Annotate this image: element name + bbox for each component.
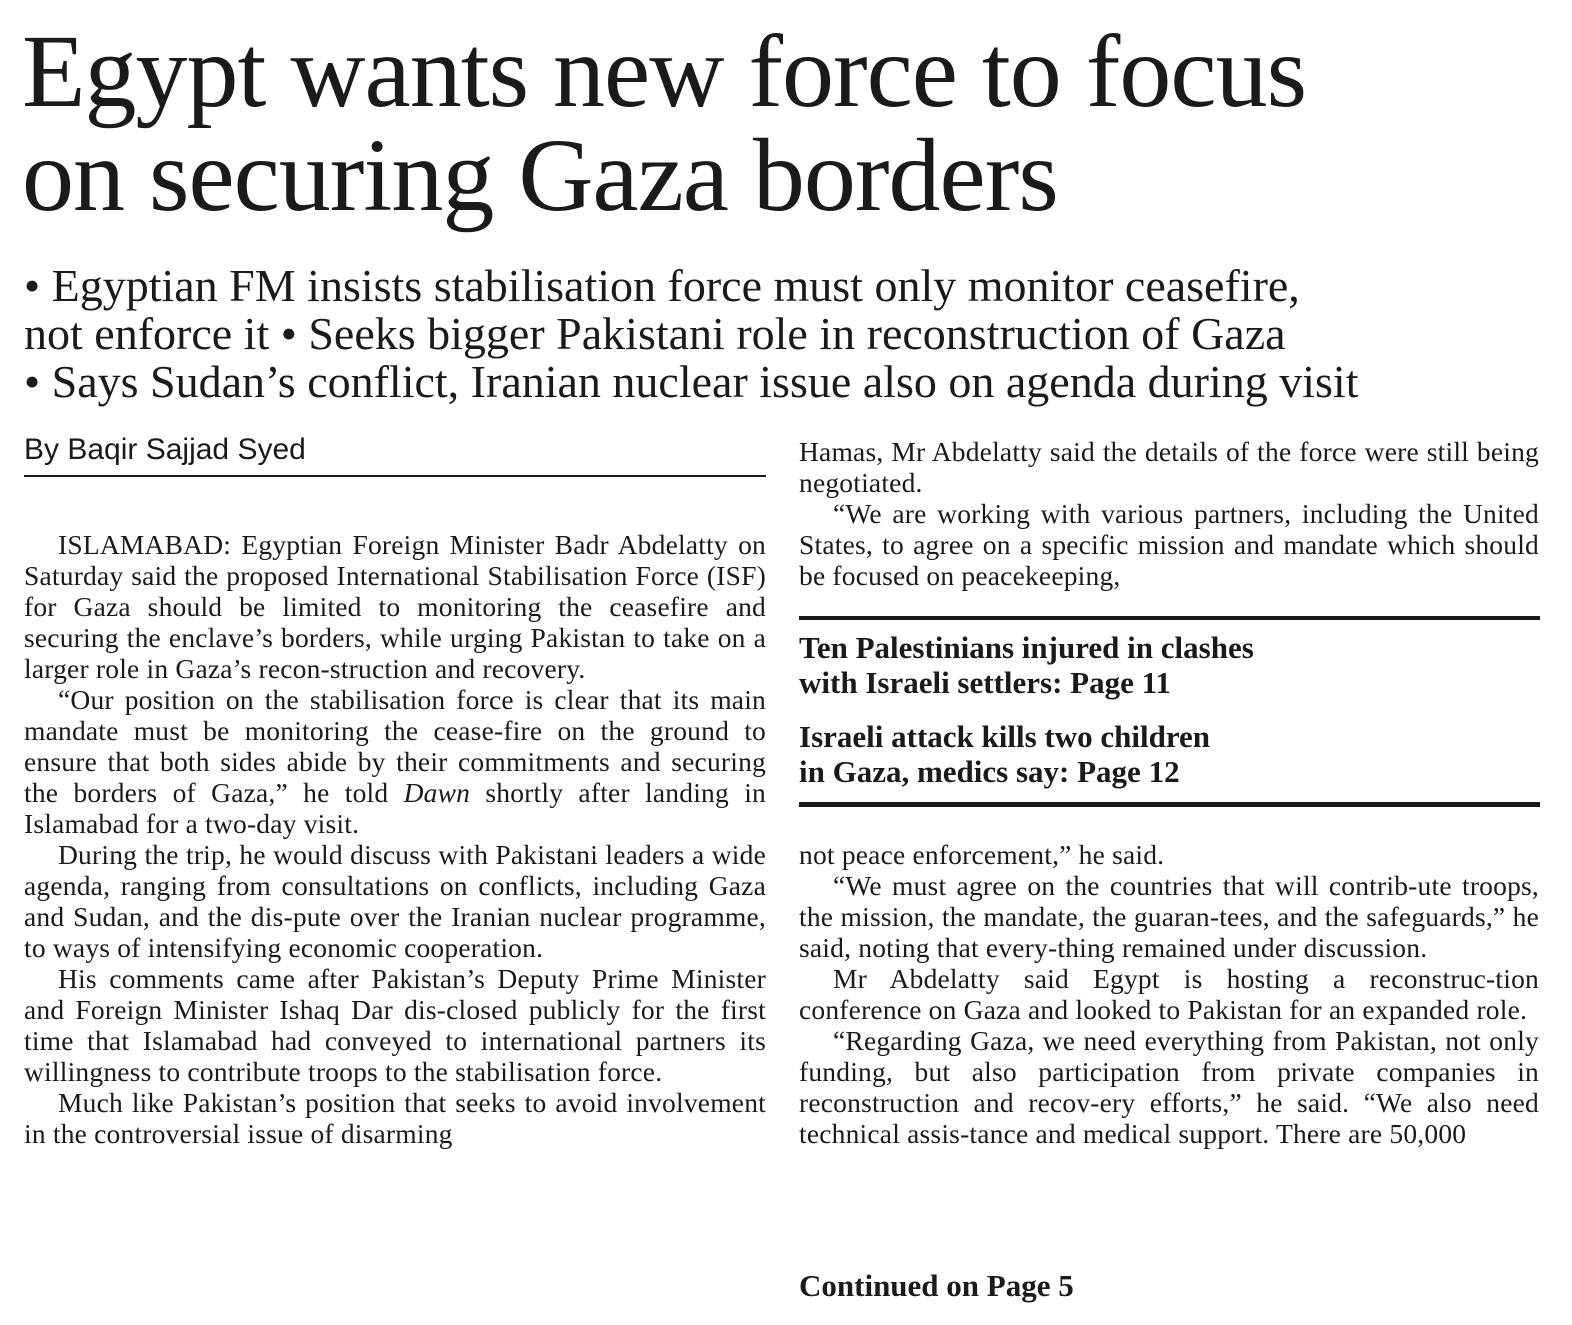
paragraph: His comments came after Pakistan’s Deputy Prime Minister and Foreign Minister Ishaq Dar dis-closed publicly for the first time that Islamabad had conveyed to international partners its willingness to contribute troops to the stabilisation force. xyxy=(24,963,766,1087)
teaser-box-bottom-rule xyxy=(799,802,1540,807)
paragraph: ISLAMABAD: Egyptian Foreign Minister Badr Abdelatty on Saturday said the proposed International Stabilisation Force (ISF) for Gaza should be limited to monitoring the ceasefire and securing the enclave’s borders, while urging Pakistan to take on a larger role in Gaza’s recon-struction and recovery. xyxy=(24,529,766,684)
headline-line-1: Egypt wants new force to focus xyxy=(22,14,1307,129)
subheadline-decks xyxy=(24,262,1554,406)
paragraph: During the trip, he would discuss with Pakistani leaders a wide agenda, ranging from consultations on conflicts, including Gaza and Sudan, and the dis-pute over the Iranian nuclear programme, to ways of intensifying economic cooperation. xyxy=(24,839,766,963)
paragraph-text: shortly after landing in Islamabad for a two-day visit. xyxy=(24,777,766,839)
teaser-link-settlers[interactable] xyxy=(799,630,1539,700)
paragraph: “We must agree on the countries that will contrib-ute troops, the mission, the mandate, the guaran-tees, and the safeguards,” he said, noting that every-thing remained under discussion. xyxy=(799,870,1539,963)
paragraph-text: “Our position on the stabilisation force is clear that its main mandate must be monitoring the cease-fire on the ground to ensure that both sides abide by their commitments and securing the borders of Gaza,” he told xyxy=(24,684,766,808)
byline: By Baqir Sajjad Syed xyxy=(24,433,306,466)
paragraph: Hamas, Mr Abdelatty said the details of the force were still being negotiated. xyxy=(799,436,1539,498)
byline-divider xyxy=(24,475,766,477)
publication-name: Dawn xyxy=(403,777,471,808)
paragraph: “Regarding Gaza, we need everything from Pakistan, not only funding, but also participation from private companies in reconstruction and recov-ery efforts,” he said. “We also need technical assis-tance and medical support. There are 50,000 xyxy=(799,1025,1539,1149)
paragraph: Mr Abdelatty said Egypt is hosting a reconstruc-tion conference on Gaza and looked to Pakistan for an expanded role. xyxy=(799,963,1539,1025)
teaser-line: Israeli attack kills two children xyxy=(799,719,1211,754)
teaser-line: with Israeli settlers: Page 11 xyxy=(799,665,1171,700)
article-column-left xyxy=(24,529,766,1149)
deck-line-3: • Says Sudan’s conflict, Iranian nuclear issue also on agenda during visit xyxy=(24,356,1359,407)
headline xyxy=(22,14,1552,233)
paragraph: “We are working with various partners, including the United States, to agree on a specific mission and mandate which should be focused on peacekeeping, xyxy=(799,498,1539,591)
deck-line-2: not enforce it • Seeks bigger Pakistani role in reconstruction of Gaza xyxy=(24,308,1286,359)
article-column-right-top xyxy=(799,436,1539,591)
headline-line-2: on securing Gaza borders xyxy=(22,118,1058,233)
paragraph: Much like Pakistan’s position that seeks to avoid involvement in the controversial issue of disarming xyxy=(24,1087,766,1149)
deck-line-1: • Egyptian FM insists stabilisation force must only monitor ceasefire, xyxy=(24,260,1300,311)
teaser-line: Ten Palestinians injured in clashes xyxy=(799,630,1254,665)
paragraph: not peace enforcement,” he said. xyxy=(799,839,1165,870)
teaser-line: in Gaza, medics say: Page 12 xyxy=(799,754,1180,789)
teaser-link-children[interactable] xyxy=(799,719,1539,789)
continued-on-page-link[interactable]: Continued on Page 5 xyxy=(799,1268,1074,1303)
paragraph xyxy=(24,684,766,839)
teaser-box-top-rule xyxy=(799,616,1540,620)
article-column-right-bottom xyxy=(799,839,1539,1149)
